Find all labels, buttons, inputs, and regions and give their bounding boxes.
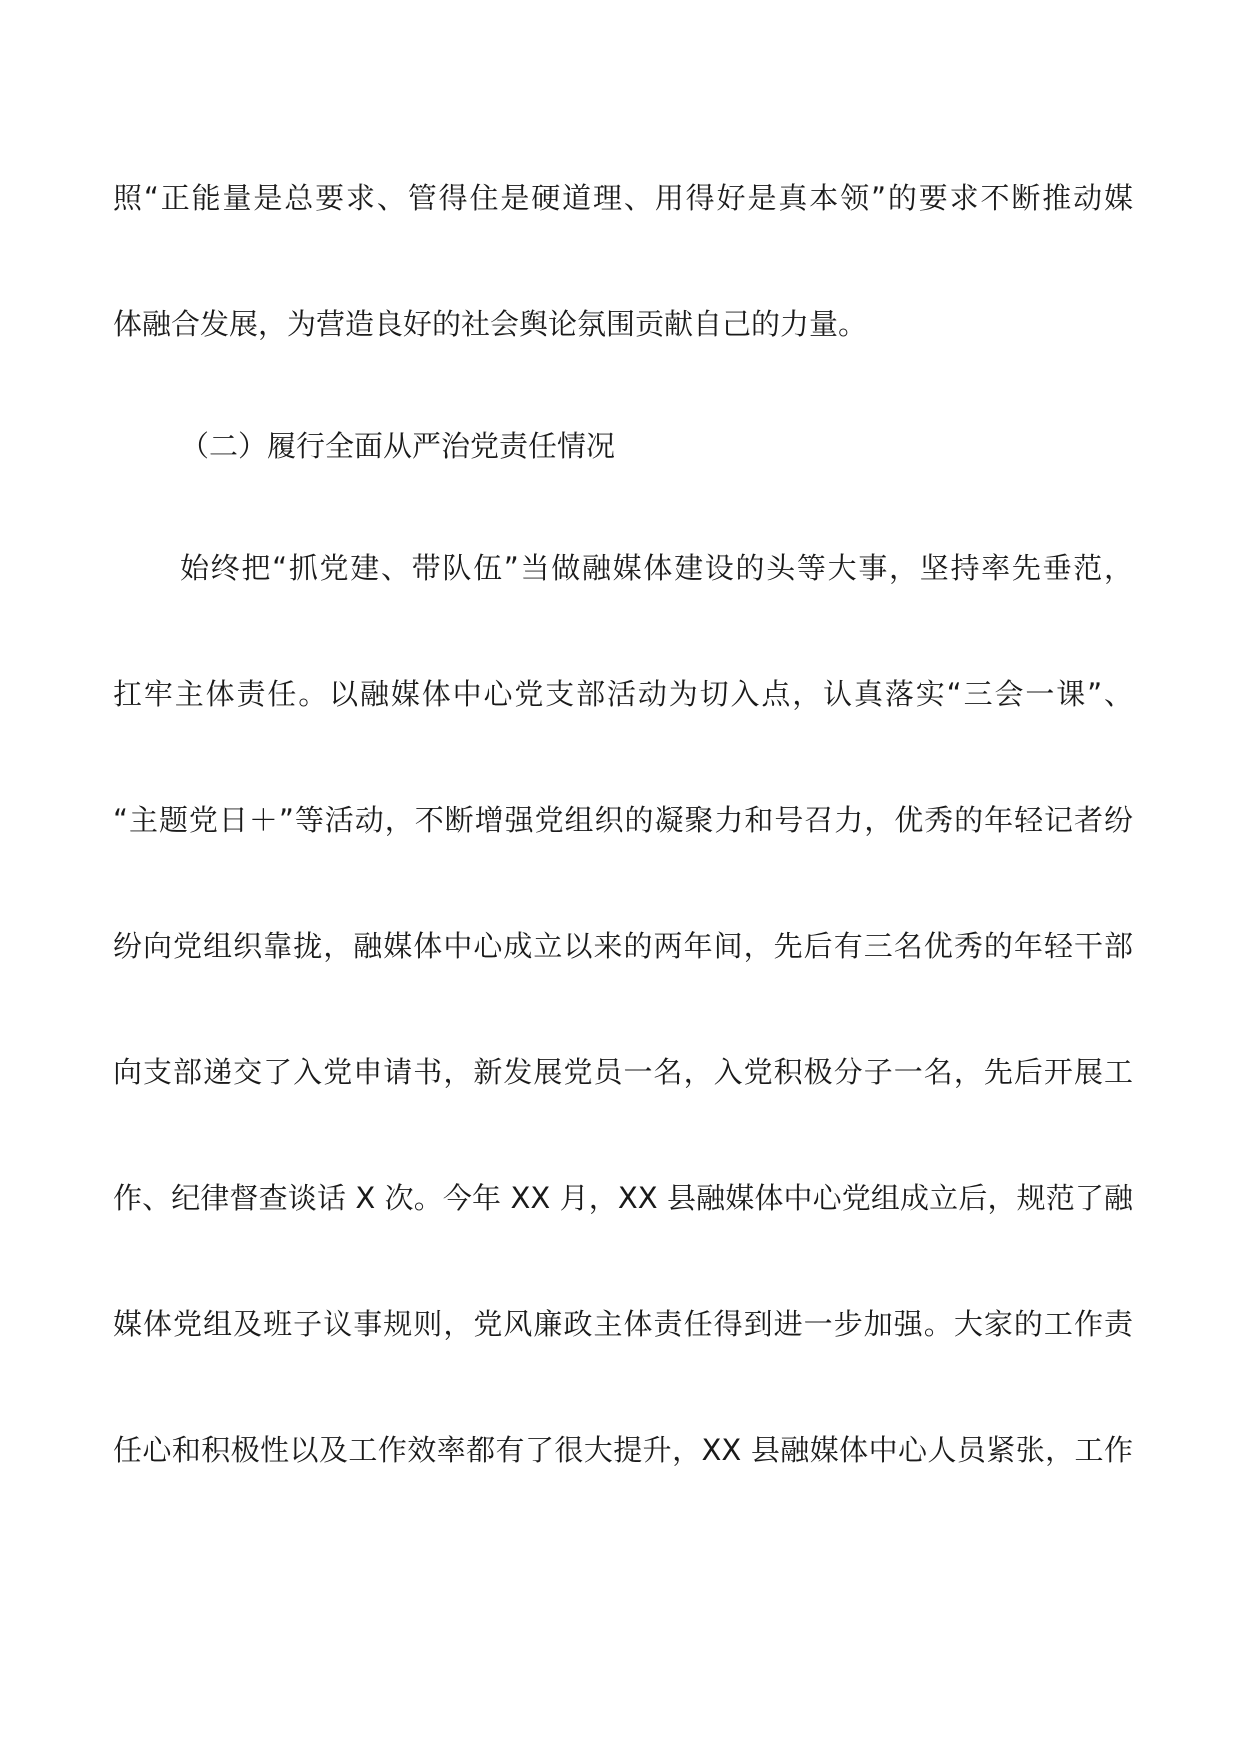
body-line-1: 照“正能量是总要求、管得住是硬道理、用得好是真本领”的要求不断推动媒 xyxy=(113,181,1133,215)
body-line-2: 体融合发展，为营造良好的社会舆论氛围贡献自己的力量。 xyxy=(113,307,868,341)
body-line-4: 扛牢主体责任。以融媒体中心党支部活动为切入点，认真落实“三会一课”、 xyxy=(113,677,1133,711)
body-line-3: 始终把“抓党建、带队伍”当做融媒体建设的头等大事，坚持率先垂范， xyxy=(180,551,1133,585)
body-line-7: 向支部递交了入党申请书，新发展党员一名，入党积极分子一名，先后开展工 xyxy=(113,1055,1133,1089)
body-line-10: 任心和积极性以及工作效率都有了很大提升，XX 县融媒体中心人员紧张，工作 xyxy=(113,1433,1133,1467)
body-line-6: 纷向党组织靠拢，融媒体中心成立以来的两年间，先后有三名优秀的年轻干部 xyxy=(113,929,1133,963)
body-line-8: 作、纪律督查谈话 X 次。今年 XX 月，XX 县融媒体中心党组成立后，规范了融 xyxy=(113,1181,1133,1215)
body-line-9: 媒体党组及班子议事规则，党风廉政主体责任得到进一步加强。大家的工作责 xyxy=(113,1307,1133,1341)
body-line-5: “主题党日＋”等活动，不断增强党组织的凝聚力和号召力，优秀的年轻记者纷 xyxy=(113,803,1133,837)
section-heading: （二）履行全面从严治党责任情况 xyxy=(180,429,616,463)
